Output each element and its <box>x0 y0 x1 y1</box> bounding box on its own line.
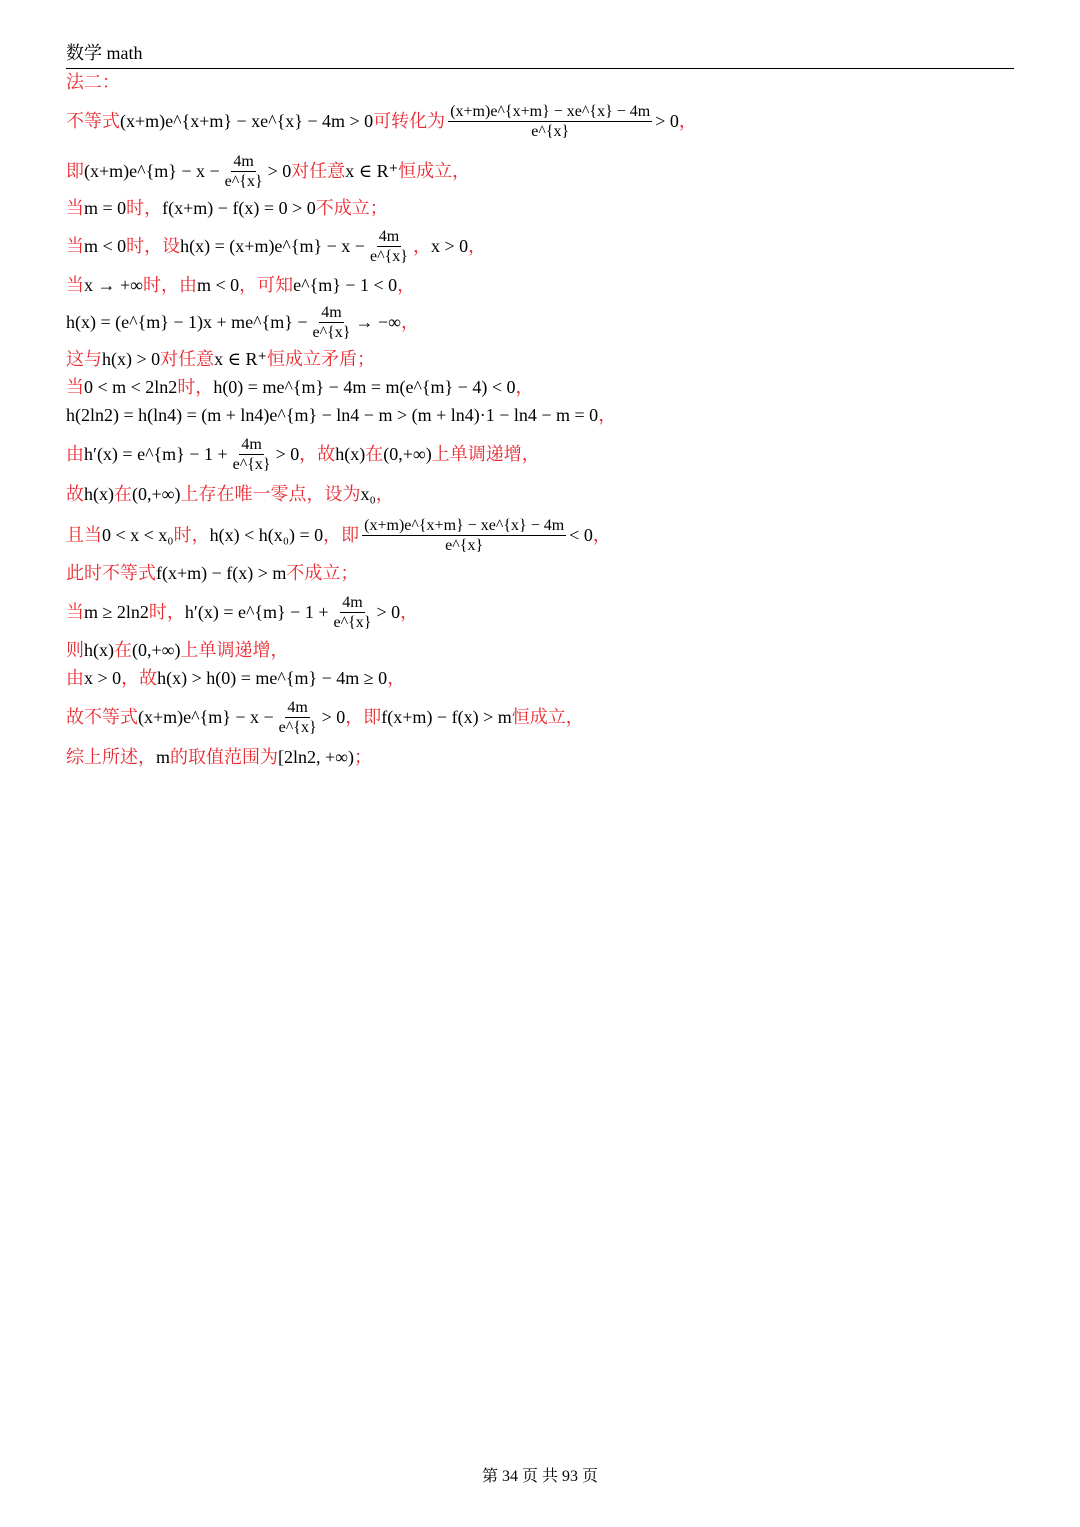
math: [2ln2, +∞) <box>278 747 354 767</box>
math: h(x) > 0 <box>102 349 161 369</box>
header-title: 数学 math <box>66 43 143 63</box>
text: 由 <box>66 668 84 688</box>
text: ， <box>412 236 431 256</box>
text: ， <box>598 405 617 425</box>
line-5 <box>66 273 415 297</box>
text: 恒成立， <box>511 707 584 727</box>
text: ， <box>678 111 697 131</box>
math: < 0 <box>569 525 593 545</box>
line-8 <box>66 375 533 399</box>
fraction <box>332 593 374 632</box>
text: 恒成立矛盾； <box>266 349 375 369</box>
line-6 <box>66 300 419 344</box>
text: 上单调递增， <box>431 444 540 464</box>
math: e^{m} − 1 < 0 <box>293 275 398 295</box>
line-18 <box>66 745 372 769</box>
text: ， <box>515 377 534 397</box>
text: 时， <box>177 377 214 397</box>
text: 时， <box>126 198 163 218</box>
math: h(0) = me^{m} − 4m = m(e^{m} − 4) < 0 <box>213 377 516 397</box>
method-label: 法二： <box>66 72 120 92</box>
line-12 <box>66 513 611 557</box>
math: > 0 <box>321 707 346 727</box>
fraction-denominator: e^{x} <box>224 172 263 190</box>
text: 可转化为 <box>373 111 446 131</box>
math: h(2ln2) = h(ln4) = (m + ln4)e^{m} − ln4 − m > (m + ln4)·1 − ln4 − m = 0 <box>66 405 599 425</box>
math: f(x+m) − f(x) = 0 > 0 <box>162 198 316 218</box>
math: f(x+m) − f(x) > m <box>381 707 512 727</box>
math: (0,+∞) <box>132 640 181 660</box>
page-footer <box>0 1463 1080 1486</box>
text: ； <box>354 747 372 767</box>
math: h′(x) = e^{m} − 1 + <box>184 602 329 622</box>
text: ，即 <box>345 707 382 727</box>
fraction-denominator: e^{x} <box>333 613 372 631</box>
text: ， <box>387 668 406 688</box>
math: h(x) <box>335 444 366 464</box>
fraction-numerator: 4m <box>342 593 363 611</box>
line-13 <box>66 561 358 585</box>
fraction-numerator: 4m <box>321 303 342 321</box>
text: ， <box>397 275 416 295</box>
math: m = 0 <box>84 198 127 218</box>
text: 不等式 <box>66 111 120 131</box>
math: > 0 <box>376 602 401 622</box>
math: (0,+∞) <box>383 444 432 464</box>
math: h(x) <box>84 640 114 660</box>
page-header <box>66 42 1014 69</box>
fraction-numerator: 4m <box>378 227 400 245</box>
text: 时， <box>173 525 210 545</box>
math: h(x) > h(0) = me^{m} − 4m ≥ 0 <box>157 668 388 688</box>
method-label-line <box>66 70 120 94</box>
text: 不成立； <box>315 198 388 218</box>
text: ， <box>375 484 394 504</box>
fraction <box>368 227 410 266</box>
text: 由 <box>66 444 84 464</box>
math: (x+m)e^{m} − x − <box>138 707 274 727</box>
line-11 <box>66 482 394 506</box>
text: 不成立； <box>286 563 359 583</box>
math: (0,+∞) <box>132 484 181 504</box>
math: 0 < m < 2ln2 <box>84 377 178 397</box>
line-14 <box>66 590 418 634</box>
fraction-denominator: e^{x} <box>531 122 570 140</box>
math: → −∞ <box>355 312 401 332</box>
math: h(x) <box>84 484 114 504</box>
math: (x+m)e^{x+m} − xe^{x} − 4m > 0 <box>120 111 374 131</box>
line-17 <box>66 695 584 739</box>
text: 在 <box>114 484 132 504</box>
line-7 <box>66 347 375 371</box>
math: x ∈ R⁺ <box>214 349 267 369</box>
line-3 <box>66 196 388 220</box>
text: 对任意 <box>160 349 215 369</box>
fraction <box>311 303 353 342</box>
math: m < 0 <box>196 275 240 295</box>
text: 时，设 <box>126 236 181 256</box>
text: 恒成立， <box>398 161 471 181</box>
text: ， <box>400 312 419 332</box>
text: 且当 <box>66 525 102 545</box>
fraction-denominator: e^{x} <box>278 718 317 736</box>
math: x > 0 <box>430 236 469 256</box>
line-2 <box>66 149 470 193</box>
math: > 0 <box>275 444 300 464</box>
math: x ∈ R⁺ <box>345 161 399 181</box>
fraction <box>448 102 652 141</box>
text: 的取值范围为 <box>170 747 279 767</box>
fraction-numerator: 4m <box>241 435 262 453</box>
math: m ≥ 2ln2 <box>84 602 149 622</box>
fraction-denominator: e^{x} <box>312 323 351 341</box>
text: ， <box>592 525 611 545</box>
math: x > 0 <box>84 668 122 688</box>
text: 当 <box>66 236 84 256</box>
line-16 <box>66 666 405 690</box>
line-4 <box>66 224 486 268</box>
text: 当 <box>66 275 84 295</box>
text: 时，由 <box>142 275 197 295</box>
text: 此时不等式 <box>66 563 156 583</box>
math: h(x) = (x+m)e^{m} − x − <box>180 236 365 256</box>
fraction-numerator: 4m <box>287 698 308 716</box>
math: > 0 <box>267 161 292 181</box>
fraction-numerator: (x+m)e^{x+m} − xe^{x} − 4m <box>364 516 565 534</box>
fraction <box>231 435 273 474</box>
fraction <box>277 698 319 737</box>
text: ， <box>468 236 487 256</box>
text: 在 <box>114 640 132 660</box>
text: 故不等式 <box>66 707 138 727</box>
math: h′(x) = e^{m} − 1 + <box>84 444 228 464</box>
text: 则 <box>66 640 84 660</box>
text: 当 <box>66 198 84 218</box>
math: > 0 <box>655 111 679 131</box>
math: h(x) = (e^{m} − 1)x + me^{m} − <box>66 312 308 332</box>
math: x → +∞ <box>84 275 143 295</box>
math: f(x+m) − f(x) > m <box>156 563 287 583</box>
text: ，故 <box>299 444 336 464</box>
text: ，可知 <box>239 275 294 295</box>
math: m <box>156 747 171 767</box>
text: 上存在唯一零点，设为 <box>180 484 361 504</box>
math: h(x) < h(x₀) = 0 <box>209 525 324 545</box>
text: 当 <box>66 377 84 397</box>
math: 0 < x < x₀ <box>102 525 174 545</box>
fraction-numerator: (x+m)e^{x+m} − xe^{x} − 4m <box>450 102 651 120</box>
text: ，故 <box>121 668 158 688</box>
text: 当 <box>66 602 84 622</box>
text: 综上所述， <box>66 747 156 767</box>
fraction-denominator: e^{x} <box>232 455 271 473</box>
line-1 <box>66 99 697 143</box>
math: m < 0 <box>84 236 127 256</box>
text: 在 <box>365 444 384 464</box>
fraction <box>362 516 566 555</box>
text: 对任意 <box>291 161 346 181</box>
fraction-denominator: e^{x} <box>445 536 484 554</box>
text: 这与 <box>66 349 102 369</box>
math: x₀ <box>360 484 376 504</box>
line-15 <box>66 638 288 662</box>
math: (x+m)e^{m} − x − <box>84 161 220 181</box>
text: ， <box>400 602 419 622</box>
line-10 <box>66 432 540 476</box>
fraction-denominator: e^{x} <box>369 247 408 265</box>
fraction <box>223 152 265 191</box>
text: 上单调递增， <box>180 640 289 660</box>
fraction-numerator: 4m <box>233 152 254 170</box>
text: 故 <box>66 484 84 504</box>
text: 时， <box>148 602 185 622</box>
line-9 <box>66 403 616 427</box>
page-number: 第 34 页 共 93 页 <box>481 1468 598 1485</box>
text: ，即 <box>323 525 360 545</box>
text: 即 <box>66 161 84 181</box>
